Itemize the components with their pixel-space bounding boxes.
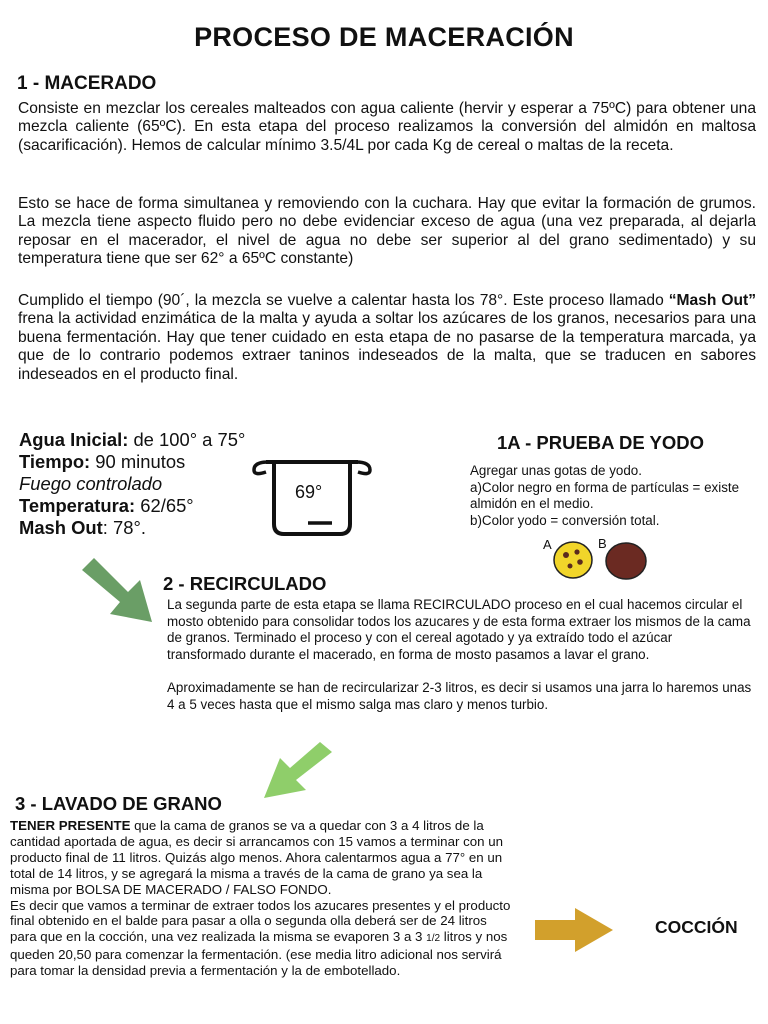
drop-label-b: B	[598, 536, 607, 551]
spec-label: Agua Inicial:	[19, 429, 129, 450]
text-span: Es decir que vamos a terminar de extraer todos los azucares presentes y el producto final obtenido en el balde para pasar a olla o segunda olla deberá ser de 24 litros para que en la cocción, una vez realizada la misma se evaporen 3 a 3	[10, 897, 511, 945]
section-heading-macerado: 1 - MACERADO	[17, 73, 157, 94]
recirculado-paragraph-1: La segunda parte de esta etapa se llama RECIRCULADO proceso en el cual hacemos circular el mosto obtenido para consolidar todos los azucares y de esta forma extraer los mismos de la cama de granos. Terminado el proceso y con el cereal agotado y ya extraído todo el azúcar transformado durante el macerado, en forma de mosto pasamos a lavar el grano.	[167, 597, 751, 662]
yodo-line-2: a)Color negro en forma de partículas = existe almidón en el medio.	[470, 479, 740, 511]
specs-block	[19, 429, 245, 539]
lavado-paragraph-1	[10, 818, 514, 898]
drop-label-a: A	[543, 537, 552, 552]
text-span: Cumplido el tiempo (90´, la mezcla se vuelve a calentar hasta los 78°. Este proceso llamado	[18, 292, 669, 309]
lavado-bold: TENER PRESENTE	[10, 818, 131, 833]
spec-value: de 100° a 75°	[128, 429, 246, 450]
yodo-text	[470, 463, 750, 529]
spec-value: : 78°.	[102, 517, 146, 538]
pot-temperature-label: 69°	[295, 482, 323, 502]
yodo-line-1: Agregar unas gotas de yodo.	[470, 463, 642, 478]
iodine-drop-b-icon	[604, 541, 648, 581]
spec-label: Temperatura:	[19, 495, 136, 516]
arrow-down-left-icon	[262, 742, 334, 800]
recirculado-text	[167, 597, 752, 714]
iodine-drop-a-icon	[552, 540, 594, 580]
macerado-paragraph-1: Consiste en mezclar los cereales malteados con agua caliente (hervir y esperar a 75ºC) para obtener una mezcla caliente (65ºC). En esta etapa del proceso realizamos la conversión del almidón en maltosa (sacarificación). Hemos de calcular mínimo 3.5/4L por cada Kg de cereal o maltas de la receta.	[18, 100, 756, 154]
yodo-line-3: b)Color yodo = conversión total.	[470, 512, 660, 528]
arrow-down-right-icon	[80, 556, 160, 628]
spec-value: 62/65°	[135, 495, 194, 516]
spec-fuego	[19, 473, 245, 495]
section-heading-yodo: 1A - PRUEBA DE YODO	[497, 432, 704, 453]
fraction-text: 1/2	[426, 933, 441, 945]
spec-agua	[19, 429, 245, 451]
section-heading-recirculado: 2 - RECIRCULADO	[163, 573, 327, 594]
page-title: PROCESO DE MACERACIÓN	[194, 22, 574, 52]
section-heading-lavado: 3 - LAVADO DE GRANO	[15, 793, 222, 814]
arrow-right-icon	[535, 908, 615, 952]
mash-out-bold: “Mash Out”	[668, 292, 756, 309]
spec-label: Tiempo:	[19, 451, 91, 472]
macerado-paragraph-2: Esto se hace de forma simultanea y removiendo con la cuchara. Hay que evitar la formación de grumos. La mezcla tiene aspecto fluido pero no debe evidenciar exceso de agua (una vez preparada, al dejarla reposar en el macerador, el nivel de agua no debe ser superior al del grano sedimentado) y su temperatura tiene que ser 62° a 65ºC constante)	[18, 195, 756, 268]
lavado-text	[10, 818, 514, 979]
text-span: litros y nos queden 20,50 para comenzar la fermentación. (ese media litro adicional nos servirá para tomar la densidad previa a fermentación y la de embotellado.	[10, 929, 508, 979]
macerado-paragraph-3	[18, 292, 756, 384]
spec-label: Mash Out	[19, 517, 103, 538]
text-span: que la cama de granos se va a quedar con 3 a 4 litros de la cantidad aportada de agua, es decir si arrancamos con 15 vamos a terminar con un producto final de 11 litros. Quizás algo menos. Ahora calentarmos agua a 77° en un total de 14 litros, y se agregará la misma a través de la cama de grano ya sea la misma por BOLSA DE MACERADO / FALSO FONDO.	[10, 818, 504, 897]
spec-tiempo	[19, 451, 245, 473]
coccion-label: COCCIÓN	[655, 917, 738, 937]
recirculado-paragraph-2: Aproximadamente se han de recircularizar 2-3 litros, es decir si usamos una jarra lo haremos unas 4 a 5 veces hasta que el mismo salga mas claro y menos turbio.	[167, 680, 752, 712]
spec-value: 90 minutos	[90, 451, 186, 472]
spec-temperatura	[19, 495, 245, 517]
lavado-paragraph-2	[10, 898, 514, 980]
spec-value: Fuego controlado	[19, 473, 163, 494]
spec-mash-out	[19, 517, 245, 539]
text-span: frena la actividad enzimática de la malta y ayuda a soltar los azúcares de los granos, necesarios para una buena fermentación. Hay que tener cuidado en esta etapa de no pasarse de la temperatura marcada, ya que de lo contrario podemos extraer taninos indeseados de la malta, que se traducen en sabores indeseados en el producto final.	[18, 310, 756, 383]
